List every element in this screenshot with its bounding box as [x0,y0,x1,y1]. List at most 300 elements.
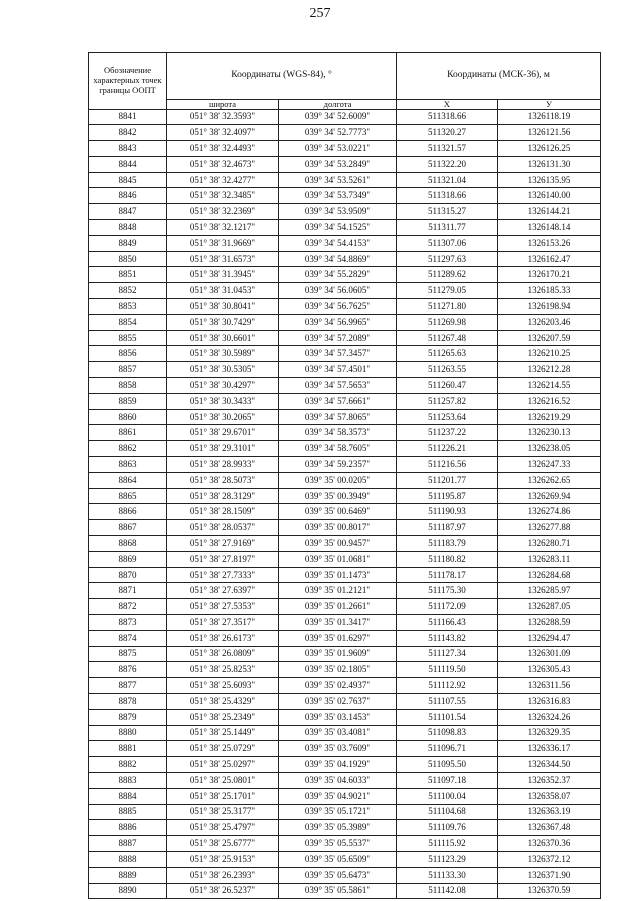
y-cell: 1326287.05 [498,599,601,615]
point-id-cell: 8852 [89,283,167,299]
y-cell: 1326262.65 [498,472,601,488]
longitude-cell: 039° 35' 05.3989" [279,820,397,836]
latitude-cell: 051° 38' 25.0297" [167,757,279,773]
y-cell: 1326274.86 [498,504,601,520]
latitude-cell: 051° 38' 32.2369" [167,204,279,220]
point-id-cell: 8870 [89,567,167,583]
y-cell: 1326121.56 [498,125,601,141]
table-row [89,662,601,678]
table-row [89,772,601,788]
y-cell: 1326219.29 [498,409,601,425]
y-cell: 1326185.33 [498,283,601,299]
y-cell: 1326324.26 [498,709,601,725]
header-wgs84: Координаты (WGS-84), ° [167,53,397,100]
x-cell: 511297.63 [397,251,498,267]
latitude-cell: 051° 38' 25.4329" [167,693,279,709]
longitude-cell: 039° 35' 02.4937" [279,678,397,694]
table-row [89,646,601,662]
point-id-cell: 8889 [89,867,167,883]
y-cell: 1326207.59 [498,330,601,346]
latitude-cell: 051° 38' 30.7429" [167,314,279,330]
longitude-cell: 039° 35' 00.6469" [279,504,397,520]
table-row [89,346,601,362]
latitude-cell: 051° 38' 26.6173" [167,630,279,646]
longitude-cell: 039° 35' 02.7637" [279,693,397,709]
table-row [89,441,601,457]
x-cell: 511318.66 [397,188,498,204]
table-row [89,599,601,615]
latitude-cell: 051° 38' 26.5237" [167,883,279,899]
latitude-cell: 051° 38' 25.1449" [167,725,279,741]
table-row [89,299,601,315]
point-id-cell: 8846 [89,188,167,204]
table-row [89,283,601,299]
x-cell: 511095.50 [397,757,498,773]
y-cell: 1326370.59 [498,883,601,899]
point-id-cell: 8874 [89,630,167,646]
y-cell: 1326285.97 [498,583,601,599]
longitude-cell: 039° 35' 05.6473" [279,867,397,883]
longitude-cell: 039° 35' 03.7609" [279,741,397,757]
header-longitude: долгота [279,100,397,110]
x-cell: 511119.50 [397,662,498,678]
longitude-cell: 039° 34' 58.3573" [279,425,397,441]
y-cell: 1326144.21 [498,204,601,220]
table-row [89,504,601,520]
point-id-cell: 8859 [89,393,167,409]
longitude-cell: 039° 34' 57.5653" [279,378,397,394]
y-cell: 1326148.14 [498,220,601,236]
point-id-cell: 8850 [89,251,167,267]
latitude-cell: 051° 38' 25.8253" [167,662,279,678]
latitude-cell: 051° 38' 26.2393" [167,867,279,883]
latitude-cell: 051° 38' 25.0729" [167,741,279,757]
point-id-cell: 8849 [89,235,167,251]
longitude-cell: 039° 34' 53.2849" [279,156,397,172]
latitude-cell: 051° 38' 25.3177" [167,804,279,820]
y-cell: 1326126.25 [498,141,601,157]
x-cell: 511172.09 [397,599,498,615]
table-row [89,472,601,488]
table-row [89,883,601,899]
longitude-cell: 039° 34' 54.8869" [279,251,397,267]
latitude-cell: 051° 38' 30.5305" [167,362,279,378]
y-cell: 1326367.48 [498,820,601,836]
x-cell: 511096.71 [397,741,498,757]
table-row [89,678,601,694]
latitude-cell: 051° 38' 31.6573" [167,251,279,267]
table-row [89,125,601,141]
point-id-cell: 8871 [89,583,167,599]
latitude-cell: 051° 38' 30.8041" [167,299,279,315]
y-cell: 1326336.17 [498,741,601,757]
longitude-cell: 039° 35' 00.3949" [279,488,397,504]
table-row [89,378,601,394]
table-row [89,804,601,820]
longitude-cell: 039° 34' 57.2089" [279,330,397,346]
table-row [89,362,601,378]
table-row [89,630,601,646]
table-row [89,314,601,330]
point-id-cell: 8888 [89,851,167,867]
latitude-cell: 051° 38' 27.6397" [167,583,279,599]
point-id-cell: 8841 [89,109,167,125]
point-id-cell: 8867 [89,520,167,536]
y-cell: 1326118.19 [498,109,601,125]
latitude-cell: 051° 38' 32.4277" [167,172,279,188]
point-id-cell: 8876 [89,662,167,678]
longitude-cell: 039° 34' 57.8065" [279,409,397,425]
x-cell: 511178.17 [397,567,498,583]
point-id-cell: 8844 [89,156,167,172]
table-row [89,583,601,599]
y-cell: 1326230.13 [498,425,601,441]
y-cell: 1326210.25 [498,346,601,362]
point-id-cell: 8885 [89,804,167,820]
table-row [89,220,601,236]
y-cell: 1326344.50 [498,757,601,773]
point-id-cell: 8866 [89,504,167,520]
table-row [89,204,601,220]
y-cell: 1326135.95 [498,172,601,188]
point-id-cell: 8880 [89,725,167,741]
latitude-cell: 051° 38' 25.1701" [167,788,279,804]
point-id-cell: 8861 [89,425,167,441]
latitude-cell: 051° 38' 29.3101" [167,441,279,457]
x-cell: 511279.05 [397,283,498,299]
latitude-cell: 051° 38' 25.9153" [167,851,279,867]
y-cell: 1326238.05 [498,441,601,457]
page-number: 257 [309,6,331,21]
x-cell: 511201.77 [397,472,498,488]
longitude-cell: 039° 35' 01.0681" [279,551,397,567]
longitude-cell: 039° 34' 56.9965" [279,314,397,330]
x-cell: 511237.22 [397,425,498,441]
y-cell: 1326284.68 [498,567,601,583]
latitude-cell: 051° 38' 29.6701" [167,425,279,441]
y-cell: 1326203.46 [498,314,601,330]
point-id-cell: 8879 [89,709,167,725]
point-id-cell: 8851 [89,267,167,283]
x-cell: 511123.29 [397,851,498,867]
y-cell: 1326212.28 [498,362,601,378]
y-cell: 1326352.37 [498,772,601,788]
x-cell: 511100.04 [397,788,498,804]
latitude-cell: 051° 38' 27.8197" [167,551,279,567]
table-row [89,836,601,852]
point-id-cell: 8869 [89,551,167,567]
x-cell: 511112.92 [397,678,498,694]
x-cell: 511320.27 [397,125,498,141]
longitude-cell: 039° 34' 56.0605" [279,283,397,299]
y-cell: 1326316.83 [498,693,601,709]
longitude-cell: 039° 35' 01.3417" [279,615,397,631]
point-id-cell: 8873 [89,615,167,631]
latitude-cell: 051° 38' 32.3593" [167,109,279,125]
longitude-cell: 039° 35' 05.5537" [279,836,397,852]
longitude-cell: 039° 34' 57.4501" [279,362,397,378]
x-cell: 511321.04 [397,172,498,188]
table-row [89,141,601,157]
x-cell: 511263.55 [397,362,498,378]
longitude-cell: 039° 35' 05.6509" [279,851,397,867]
longitude-cell: 039° 34' 52.7773" [279,125,397,141]
table-row [89,188,601,204]
latitude-cell: 051° 38' 31.0453" [167,283,279,299]
x-cell: 511143.82 [397,630,498,646]
latitude-cell: 051° 38' 31.3945" [167,267,279,283]
y-cell: 1326329.35 [498,725,601,741]
latitude-cell: 051° 38' 25.2349" [167,709,279,725]
x-cell: 511267.48 [397,330,498,346]
y-cell: 1326153.26 [498,235,601,251]
point-id-cell: 8878 [89,693,167,709]
y-cell: 1326311.56 [498,678,601,694]
point-id-cell: 8853 [89,299,167,315]
latitude-cell: 051° 38' 25.6777" [167,836,279,852]
table-row [89,156,601,172]
longitude-cell: 039° 34' 53.7349" [279,188,397,204]
y-cell: 1326283.11 [498,551,601,567]
header-y: У [498,100,601,110]
point-id-cell: 8857 [89,362,167,378]
latitude-cell: 051° 38' 25.0801" [167,772,279,788]
x-cell: 511127.34 [397,646,498,662]
table-row [89,251,601,267]
longitude-cell: 039° 35' 04.9021" [279,788,397,804]
latitude-cell: 051° 38' 32.3485" [167,188,279,204]
x-cell: 511190.93 [397,504,498,520]
point-id-cell: 8884 [89,788,167,804]
x-cell: 511253.64 [397,409,498,425]
table-row [89,172,601,188]
x-cell: 511307.06 [397,235,498,251]
latitude-cell: 051° 38' 32.1217" [167,220,279,236]
y-cell: 1326216.52 [498,393,601,409]
x-cell: 511183.79 [397,536,498,552]
x-cell: 511187.97 [397,520,498,536]
table-row [89,520,601,536]
latitude-cell: 051° 38' 28.9933" [167,457,279,473]
y-cell: 1326288.59 [498,615,601,631]
table-row [89,109,601,125]
y-cell: 1326294.47 [498,630,601,646]
latitude-cell: 051° 38' 27.3517" [167,615,279,631]
x-cell: 511166.43 [397,615,498,631]
x-cell: 511097.18 [397,772,498,788]
table-row [89,235,601,251]
x-cell: 511098.83 [397,725,498,741]
latitude-cell: 051° 38' 25.6093" [167,678,279,694]
y-cell: 1326198.94 [498,299,601,315]
table-row [89,409,601,425]
point-id-cell: 8848 [89,220,167,236]
longitude-cell: 039° 35' 00.0205" [279,472,397,488]
table-row [89,488,601,504]
x-cell: 511315.27 [397,204,498,220]
longitude-cell: 039° 35' 04.6033" [279,772,397,788]
x-cell: 511257.82 [397,393,498,409]
longitude-cell: 039° 34' 52.6009" [279,109,397,125]
x-cell: 511175.30 [397,583,498,599]
longitude-cell: 039° 34' 57.6661" [279,393,397,409]
y-cell: 1326371.90 [498,867,601,883]
latitude-cell: 051° 38' 32.4673" [167,156,279,172]
table-row [89,725,601,741]
table-row [89,330,601,346]
table-row [89,567,601,583]
x-cell: 511109.76 [397,820,498,836]
header-msk36: Координаты (МСК-36), м [397,53,601,100]
y-cell: 1326358.07 [498,788,601,804]
longitude-cell: 039° 34' 53.5261" [279,172,397,188]
x-cell: 511195.87 [397,488,498,504]
point-id-cell: 8862 [89,441,167,457]
longitude-cell: 039° 34' 55.2829" [279,267,397,283]
point-id-cell: 8877 [89,678,167,694]
x-cell: 511269.98 [397,314,498,330]
point-id-cell: 8854 [89,314,167,330]
point-id-cell: 8881 [89,741,167,757]
point-id-cell: 8856 [89,346,167,362]
coordinates-table [88,52,601,899]
y-cell: 1326301.09 [498,646,601,662]
longitude-cell: 039° 35' 01.6297" [279,630,397,646]
x-cell: 511115.92 [397,836,498,852]
y-cell: 1326247.33 [498,457,601,473]
y-cell: 1326131.30 [498,156,601,172]
table-row [89,820,601,836]
x-cell: 511321.57 [397,141,498,157]
y-cell: 1326277.88 [498,520,601,536]
longitude-cell: 039° 35' 01.1473" [279,567,397,583]
point-id-cell: 8863 [89,457,167,473]
longitude-cell: 039° 35' 02.1805" [279,662,397,678]
y-cell: 1326162.47 [498,251,601,267]
latitude-cell: 051° 38' 31.9669" [167,235,279,251]
latitude-cell: 051° 38' 30.6601" [167,330,279,346]
y-cell: 1326269.94 [498,488,601,504]
latitude-cell: 051° 38' 32.4097" [167,125,279,141]
table-row [89,551,601,567]
longitude-cell: 039° 35' 03.1453" [279,709,397,725]
longitude-cell: 039° 34' 54.4153" [279,235,397,251]
longitude-cell: 039° 34' 53.9509" [279,204,397,220]
x-cell: 511322.20 [397,156,498,172]
y-cell: 1326140.00 [498,188,601,204]
latitude-cell: 051° 38' 28.5073" [167,472,279,488]
point-id-cell: 8860 [89,409,167,425]
latitude-cell: 051° 38' 30.4297" [167,378,279,394]
x-cell: 511318.66 [397,109,498,125]
longitude-cell: 039° 35' 05.1721" [279,804,397,820]
latitude-cell: 051° 38' 26.0809" [167,646,279,662]
table-row [89,393,601,409]
x-cell: 511101.54 [397,709,498,725]
latitude-cell: 051° 38' 32.4493" [167,141,279,157]
table-row [89,788,601,804]
latitude-cell: 051° 38' 27.5353" [167,599,279,615]
longitude-cell: 039° 35' 01.2121" [279,583,397,599]
table-row [89,615,601,631]
point-id-cell: 8868 [89,536,167,552]
table-row [89,757,601,773]
y-cell: 1326305.43 [498,662,601,678]
point-id-cell: 8845 [89,172,167,188]
point-id-cell: 8864 [89,472,167,488]
latitude-cell: 051° 38' 25.4797" [167,820,279,836]
longitude-cell: 039° 34' 57.3457" [279,346,397,362]
x-cell: 511180.82 [397,551,498,567]
longitude-cell: 039° 35' 03.4081" [279,725,397,741]
y-cell: 1326280.71 [498,536,601,552]
latitude-cell: 051° 38' 27.7333" [167,567,279,583]
latitude-cell: 051° 38' 27.9169" [167,536,279,552]
latitude-cell: 051° 38' 30.2065" [167,409,279,425]
x-cell: 511104.68 [397,804,498,820]
longitude-cell: 039° 35' 04.1929" [279,757,397,773]
x-cell: 511226.21 [397,441,498,457]
header-latitude: широта [167,100,279,110]
latitude-cell: 051° 38' 30.3433" [167,393,279,409]
x-cell: 511289.62 [397,267,498,283]
x-cell: 511265.63 [397,346,498,362]
longitude-cell: 039° 34' 53.0221" [279,141,397,157]
table-row [89,741,601,757]
point-id-cell: 8890 [89,883,167,899]
point-id-cell: 8855 [89,330,167,346]
latitude-cell: 051° 38' 30.5989" [167,346,279,362]
latitude-cell: 051° 38' 28.3129" [167,488,279,504]
x-cell: 511133.30 [397,867,498,883]
table-row [89,425,601,441]
table-row [89,693,601,709]
point-id-cell: 8842 [89,125,167,141]
table-row [89,457,601,473]
longitude-cell: 039° 34' 58.7605" [279,441,397,457]
point-id-cell: 8886 [89,820,167,836]
y-cell: 1326370.36 [498,836,601,852]
longitude-cell: 039° 34' 56.7625" [279,299,397,315]
y-cell: 1326363.19 [498,804,601,820]
x-cell: 511260.47 [397,378,498,394]
point-id-cell: 8883 [89,772,167,788]
header-x: X [397,100,498,110]
latitude-cell: 051° 38' 28.1509" [167,504,279,520]
x-cell: 511107.55 [397,693,498,709]
y-cell: 1326372.12 [498,851,601,867]
longitude-cell: 039° 35' 00.9457" [279,536,397,552]
y-cell: 1326214.55 [498,378,601,394]
longitude-cell: 039° 35' 05.5861" [279,883,397,899]
longitude-cell: 039° 35' 01.9609" [279,646,397,662]
latitude-cell: 051° 38' 28.0537" [167,520,279,536]
point-id-cell: 8887 [89,836,167,852]
table-row [89,267,601,283]
point-id-cell: 8843 [89,141,167,157]
point-id-cell: 8865 [89,488,167,504]
y-cell: 1326170.21 [498,267,601,283]
table-row [89,867,601,883]
point-id-cell: 8858 [89,378,167,394]
point-id-cell: 8875 [89,646,167,662]
x-cell: 511216.56 [397,457,498,473]
table-row [89,536,601,552]
table-row [89,851,601,867]
header-designation: Обозначение характерных точек границы ООПТ [89,53,167,110]
longitude-cell: 039° 35' 00.8017" [279,520,397,536]
longitude-cell: 039° 35' 01.2661" [279,599,397,615]
